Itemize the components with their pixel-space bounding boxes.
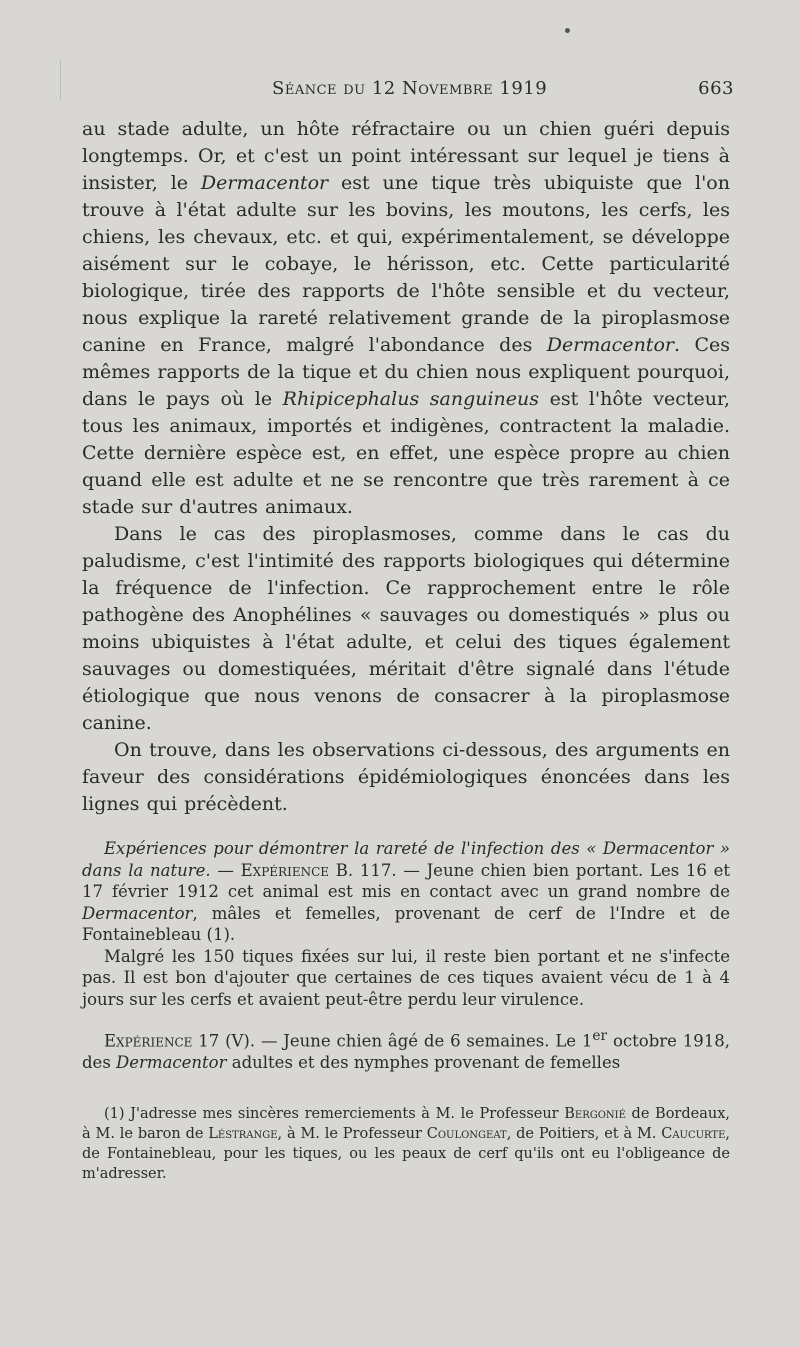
text-run: — Jeune chien bien portant. Les 16 et 17 février 1912 cet animal est mis en contact avec un grand nombre de [82, 860, 731, 901]
experiment-number: B. 117. [335, 860, 397, 880]
experiments-heading: Expériences pour démontrer la rareté de l'infection des « Dermacentor » dans la nature. [82, 839, 730, 880]
ink-dot [565, 28, 570, 33]
text-run: , de Fontainebleau, pour les tiques, ou les peaux de cerf qu'ils ont eu l'obligeance de m'adresser. [82, 1126, 730, 1182]
taxon-name: Rhipicephalus sanguineus [282, 388, 540, 410]
person-name: Léstrange [208, 1126, 278, 1142]
person-name: Coulongeat [426, 1126, 507, 1142]
taxon-name: Dermacentor [546, 334, 674, 356]
paragraph-1 [82, 116, 730, 521]
experiment-17v [82, 1026, 730, 1074]
paragraph-2: Dans le cas des piroplasmoses, comme dans le cas du paludisme, c'est l'intimité des rapports biologiques qui détermine la fréquence de l'infection. Ce rapprochement entre le rôle pathogène des Anophélines « sauvages ou domestiqués » plus ou moins ubiquistes à l'état adulte, et celui des tiques également sauvages ou domestiquées, méritait d'être signalé dans l'étude étiologique que nous venons de consacrer à la piroplasmose canine. [82, 523, 730, 734]
experiment-b117: Expériences pour démontrer la rareté de l'infection des « Dermacentor » dans la nature. — Expérience B. 117. — Jeune chien bien portant. Les 16 et 17 février 1912 cet animal est mis en contact avec un grand nombre de Dermacentor, mâles et femelles, provenant de cerf de l'Indre et de Fontainebleau (1). [82, 839, 731, 944]
experiment-label: Expérience [104, 1031, 193, 1051]
text-run: , de Poitiers, et à M. [506, 1126, 662, 1142]
experiments-section [82, 838, 730, 1010]
main-text [82, 116, 730, 818]
text-run: , mâles et femelles, provenant de cerf de l'Indre et de Fontainebleau (1). [82, 903, 730, 944]
paragraph-3: On trouve, dans les observations ci-dessous, des arguments en faveur des considérations épidémiologiques énoncées dans les lignes qui précèdent. [82, 739, 730, 815]
experiment-b117-result: Malgré les 150 tiques fixées sur lui, il reste bien portant et ne s'infecte pas. Il est bon d'ajouter que certaines de ces tiques avaient vécu de 1 à 4 jours sur les cerfs et avaient peut-être perdu leur virulence. [82, 946, 730, 1009]
text-run: au stade adulte, un hôte réfractaire ou un chien guéri depuis longtemps. Or, et c'est un point intéressant sur lequel je tiens à insister, le [82, 118, 730, 194]
experiment-number: 17 (V). [198, 1031, 256, 1051]
text-run: adultes et des nymphes provenant de femelles [226, 1053, 621, 1072]
text-run: de Bordeaux, à M. le baron de [82, 1106, 730, 1142]
taxon-name: Dermacentor [116, 1053, 227, 1072]
page-number: 663 [698, 78, 734, 99]
footnote-text [82, 1104, 730, 1184]
experiment-label: Expérience [240, 860, 330, 880]
text-run: (1) J'adresse mes sincères remerciements à M. le Professeur [104, 1106, 565, 1122]
person-name: Caucurte [661, 1126, 726, 1142]
experiment-17v-section [82, 1026, 730, 1074]
superscript: er [592, 1028, 608, 1044]
taxon-name: Dermacentor [82, 903, 193, 923]
person-name: Bergonié [564, 1106, 626, 1122]
taxon-name: Dermacentor [200, 172, 329, 194]
text-run: octobre 1918, des [82, 1031, 730, 1072]
text-run: . Ces mêmes rapports de la tique et du chien nous expliquent pourquoi, dans le pays où le [82, 334, 730, 410]
text-run: est l'hôte vecteur, tous les animaux, importés et indigènes, contractent la maladie. Cette dernière espèce est, en effet, une espèce propre au chien quand elle est adulte et ne se rencontre que très rarement à ce stade sur d'autres animaux. [82, 388, 731, 518]
footnote [82, 1104, 730, 1184]
header-title: Séance du 12 Novembre 1919 [272, 78, 548, 99]
text-run: est une tique très ubiquiste que l'on trouve à l'état adulte sur les bovins, les moutons, les cerfs, les chiens, les chevaux, etc. et qui, expérimentalement, se développe aisément sur le cobaye, le hérisson, etc. Cette particularité biologique, tirée des rapports de l'hôte sensible et du vecteur, nous explique la rareté relativement grande de la piroplasmose canine en France, malgré l'abondance des [82, 172, 730, 356]
margin-mark [60, 60, 61, 100]
text-run: , à M. le Professeur [277, 1126, 427, 1142]
text-run: — Jeune chien âgé de 6 semaines. Le 1 [255, 1031, 593, 1051]
running-header [272, 78, 734, 104]
